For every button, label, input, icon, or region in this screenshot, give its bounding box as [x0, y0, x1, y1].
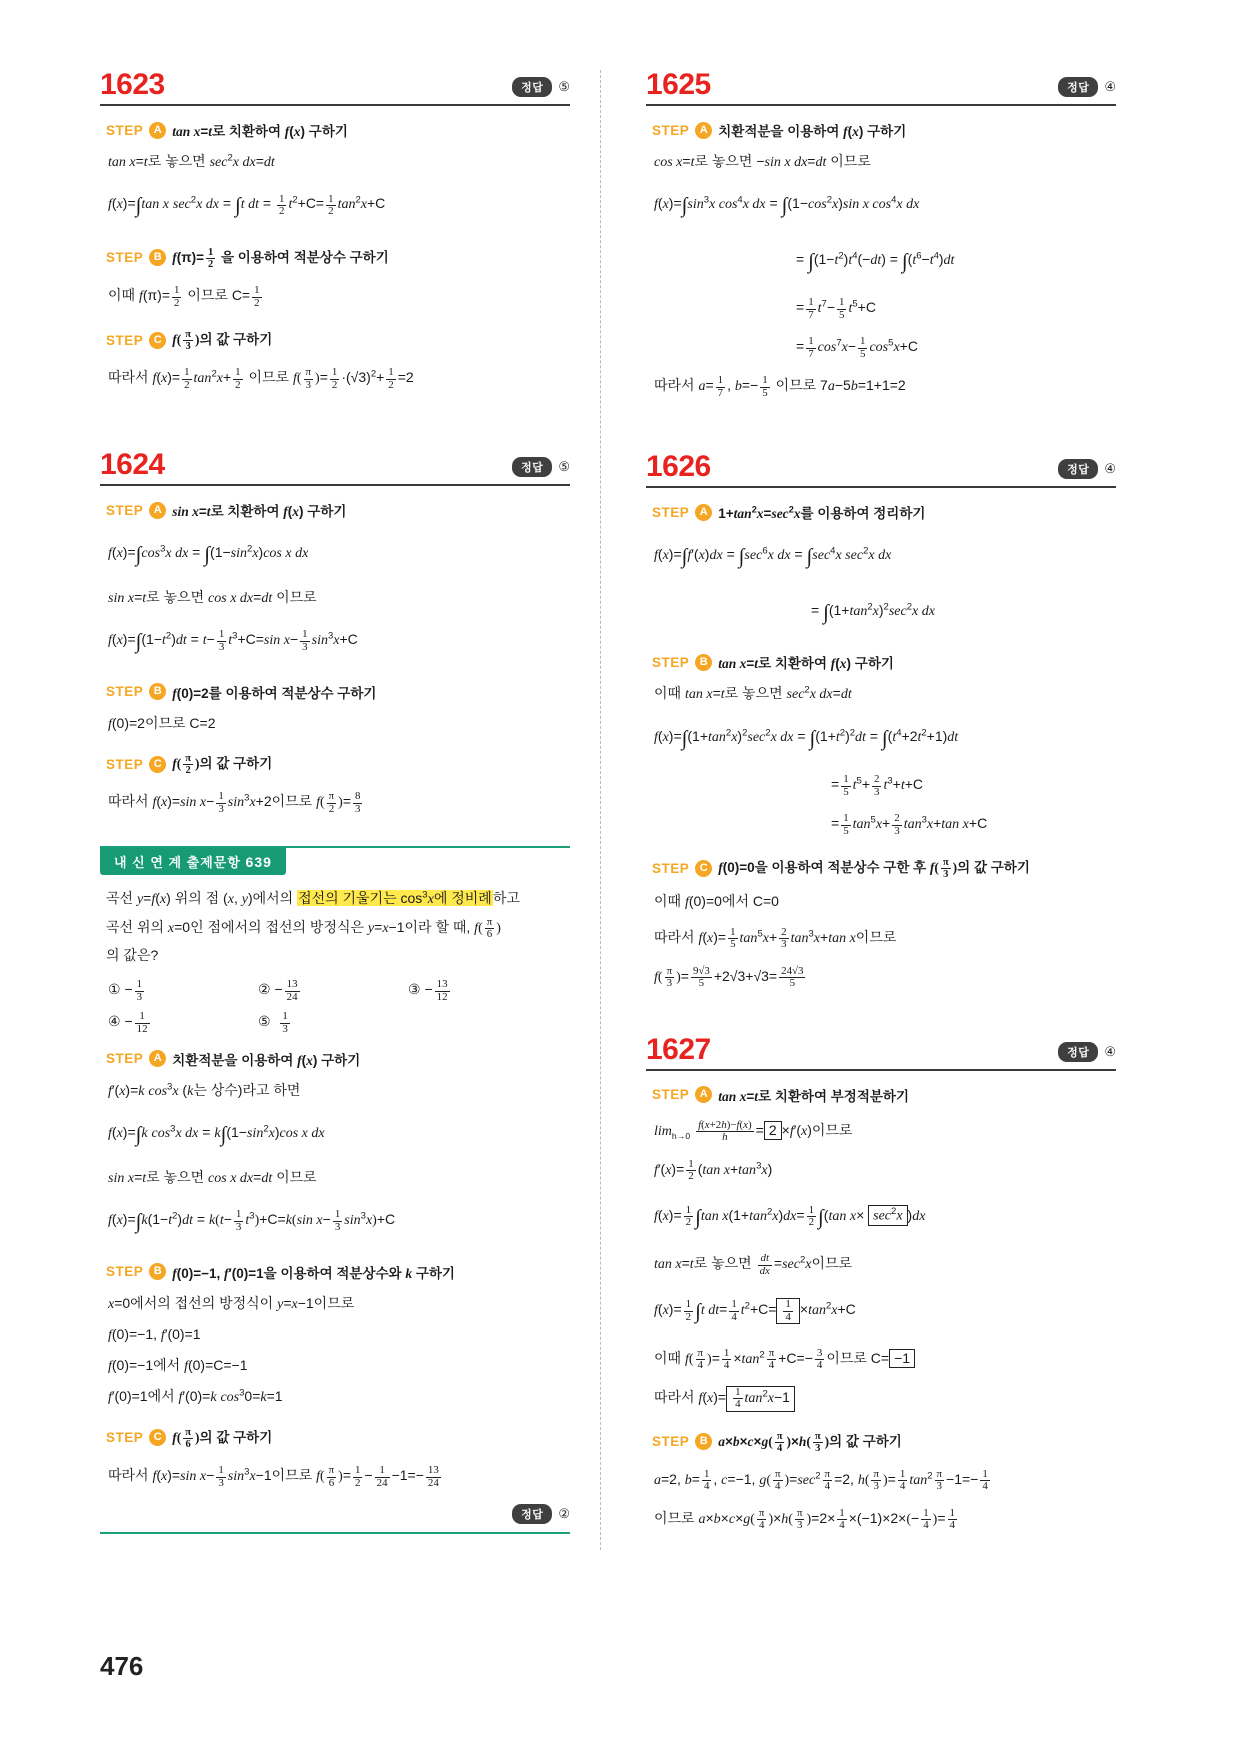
- solution-line: = $\frac{1}{7}$ $\cos^7x-$ $\frac{1}{5}$ $\cos^5x+C$: [796, 335, 918, 360]
- answer-group: [1058, 1042, 1116, 1065]
- step-circle: B: [149, 249, 166, 266]
- problem-1625: [646, 70, 1116, 404]
- problem-1623: [100, 70, 570, 396]
- answer-badge: 정답: [512, 1504, 552, 1524]
- solution-line: $f(x)=\int k(1-t^2)dt = k(t-$ $\frac{1}{3}$ $t^3)+C=k(\sin$ x− $\frac{1}{3}$ $\sin^3x)+C$: [108, 1208, 396, 1234]
- step-circle: B: [149, 683, 166, 700]
- step-circle: A: [149, 122, 166, 139]
- solution-line: $f(x)=\int(1-t^2)dt = t-$ $\frac{1}{3}$ $t^3+C=\sin$ x− $\frac{1}{3}$ $\sin^3x+C$: [108, 628, 358, 654]
- step-circle: B: [695, 1433, 712, 1450]
- problem-number: 1626: [646, 450, 711, 484]
- inner-answer-group: [100, 1504, 570, 1524]
- answer-value: ④: [1104, 79, 1116, 94]
- solution-line: 따라서 f(x)= $\frac{1}{5}$ $\tan^5x+$ $\frac{2}{3}$ $\tan^3x+\tan$ x이므로: [654, 925, 897, 951]
- problem-1624: [100, 450, 570, 820]
- problem-number: 1623: [100, 68, 165, 101]
- step-circle: B: [695, 654, 712, 671]
- step-circle: A: [149, 1050, 166, 1067]
- step-a: [106, 500, 570, 520]
- step-text: 치환적분을 이용하여 f(x) 구하기: [718, 124, 907, 139]
- solution-line: f′(x)=k $\cos^3x$ (k는 상수)라고 하면: [108, 1081, 301, 1099]
- step-circle: C: [149, 756, 166, 773]
- solution-line: f(0)=−1에서 f(0)=C=−1: [108, 1357, 248, 1375]
- choice-5[interactable]: ⑤ $\frac{1}{3}$: [258, 1010, 288, 1035]
- answer-group: [1058, 459, 1116, 482]
- page-number: 476: [100, 1651, 144, 1681]
- answer-badge: 정답: [1058, 1042, 1098, 1062]
- answer-value: ⑤: [558, 459, 570, 475]
- step-text: f(0)=2를 이용하여 적분상수 구하기: [172, 685, 377, 701]
- question-line-3: 의 값은?: [106, 946, 159, 963]
- step-b: [652, 652, 1116, 672]
- solution-line: $\lim_{h\to 0}$ $\frac{f(x+2h)-f(x)}{h}$ = 2 ×f′(x)이므로: [654, 1118, 853, 1144]
- step-circle: A: [695, 122, 712, 139]
- step-label: STEP: [106, 502, 144, 518]
- solution-line: = $\int(1-t^2)t^4(-dt) = \int(t^6-t^4)dt$: [796, 248, 955, 273]
- answer-value: ④: [1104, 1043, 1116, 1059]
- problem-header: [100, 70, 570, 106]
- step-label: STEP: [652, 860, 690, 876]
- answer-group: [1058, 77, 1116, 100]
- choice-2[interactable]: ② − $\frac{13}{24}$: [258, 978, 298, 1003]
- step-c: [652, 856, 1116, 880]
- solution-line: 이므로 a×b×c×g( $\frac{\pi}{4}$ )×h( $\frac{\pi}{3}$ )=2× $\frac{1}{4}$ ×(−1)×2×(− $\frac{1}{4}$ )= $\frac{1}{4}$: [654, 1506, 955, 1532]
- question-line-2: 곡선 위의 x=0인 점에서의 접선의 방정식은 y=x−1이라 할 때, f( $\frac{\pi}{6}$ ): [106, 915, 501, 941]
- solution-line: = $\frac{1}{5}$ $t^5+$ $\frac{2}{3}$ $t^3+t+C$: [831, 773, 924, 798]
- solution-line: = $\frac{1}{5}$ $\tan^5x+$ $\frac{2}{3}$ $\tan^3x+\tan$ x+C: [831, 812, 988, 837]
- problem-number: 1625: [646, 68, 711, 101]
- inner-step-a: [106, 1049, 570, 1069]
- step-label: STEP: [106, 122, 144, 138]
- step-text: tan x=t로 치환하여 f(x) 구하기: [718, 656, 894, 672]
- inner-tag-number: 639: [245, 854, 272, 871]
- problem-1627: [646, 1032, 1116, 1537]
- solution-line: 이때 f( $\frac{\pi}{4}$ )= $\frac{1}{4}$ $\times\tan^2$ $\frac{\pi}{4}$ +C=− $\frac{3}{4}$ 이므로 C= −1: [654, 1341, 1116, 1377]
- problem-number: 1624: [100, 448, 165, 482]
- solution-line: f(x)=∫k $\cos^3x$ dx = $k\int(1-\sin^2x)\cos$ x dx: [108, 1122, 325, 1147]
- step-label: STEP: [106, 684, 144, 700]
- solution-line: sin x=t로 놓으면 cos x dx=dt 이므로: [108, 1168, 317, 1186]
- right-column: [600, 70, 1116, 1550]
- solution-line: x=0에서의 접선의 방정식이 y=x−1이므로: [108, 1294, 355, 1312]
- step-circle: C: [695, 860, 712, 877]
- choice-3[interactable]: ③ − $\frac{13}{12}$: [408, 978, 448, 1003]
- step-label: STEP: [106, 1264, 144, 1280]
- choice-row: [108, 979, 570, 1003]
- step-text: tan x=t로 치환하여 부정적분하기: [718, 1088, 910, 1104]
- solution-line: 따라서 f(x)=sin x− $\frac{1}{3}$ $\sin^3x-1$이므로 f( $\frac{\pi}{6}$ )= $\frac{1}{2}$ − $\frac{1}{24}$ −1=− $\frac{13}{24}$: [108, 1464, 439, 1489]
- step-a: [652, 1085, 1116, 1105]
- problem-number: 1627: [646, 1032, 711, 1066]
- step-text: f(0)=0을 이용하여 적분상수 구한 후 f( $\frac{\pi}{3}$ )의 값 구하기: [718, 857, 1030, 881]
- step-text: 치환적분을 이용하여 f(x) 구하기: [172, 1052, 361, 1068]
- step-label: STEP: [652, 1434, 690, 1450]
- inner-problem-tag: [100, 848, 286, 875]
- solution-line: f(x)= $\frac{1}{2}$ ∫t dt= $\frac{1}{4}$ $t^2+C=$ $\frac{1}{4}$ $\times\tan^2x+C$: [654, 1298, 856, 1324]
- solution-line: $f(x)=\int\cos^3x$ dx = $\int(1-\sin^2x)\cos$ x dx: [108, 542, 309, 567]
- step-circle: A: [695, 504, 712, 521]
- problem-header: [646, 452, 1116, 488]
- step-text: a×b×c×g( $\frac{\pi}{4}$ )×h( $\frac{\pi}{3}$ )의 값 구하기: [718, 1430, 902, 1454]
- problem-header: [646, 1032, 1116, 1071]
- step-b: [652, 1430, 1116, 1454]
- solution-line: 따라서 a= $\frac{1}{7}$ , b=− $\frac{1}{5}$ 이므로 7a−5b=1+1=2: [654, 374, 906, 399]
- choice-row: [108, 1011, 570, 1035]
- step-circle: C: [149, 332, 166, 349]
- step-label: STEP: [652, 654, 690, 670]
- step-text: $1+\tan^2x=\sec^2x$를 이용하여 정리하기: [718, 504, 926, 522]
- step-a: [652, 502, 1116, 522]
- solution-line: $f(x)=\int f'(x)dx = \int\sec^6x$ dx = $\int\sec^4x$ $\sec^2x$ dx: [654, 544, 892, 569]
- choice-1[interactable]: ① − $\frac{1}{3}$: [108, 978, 143, 1003]
- answer-value: ②: [558, 1506, 570, 1522]
- step-circle: A: [695, 1086, 712, 1103]
- solution-line: f(x)=∫tan x $\sec^2x$ dx = ∫t dt = $\frac{1}{2}$ $t^2+C=$ $\frac{1}{2}$ $\tan^2x+C$: [108, 192, 386, 218]
- step-text: sin x=t로 치환하여 f(x) 구하기: [172, 504, 347, 520]
- step-c: [106, 328, 570, 352]
- step-label: STEP: [652, 1087, 690, 1103]
- solution-line: f′(0)=1에서 f′(0)=k $\cos^30=k=1$: [108, 1387, 283, 1406]
- answer-badge: 정답: [1058, 459, 1098, 479]
- step-text: f( $\frac{\pi}{2}$ )의 값 구하기: [172, 753, 273, 777]
- step-text: f( $\frac{\pi}{6}$ )의 값 구하기: [172, 1426, 273, 1451]
- solution-line: 따라서 f(x)= $\frac{1}{4}$ $\tan^2x-1$: [654, 1380, 1116, 1416]
- solution-line: f(x)= $\frac{1}{2}$ ∫tan $x(1+\tan^2x)dx=$ $\frac{1}{2}$ ∫(tan $x\times \sec^2x$ )dx: [654, 1203, 926, 1229]
- problem-header: [100, 450, 570, 486]
- step-b: [106, 246, 570, 270]
- solution-line: 따라서 f(x)=sin x− $\frac{1}{3}$ $\sin^3x+2$이므로 f( $\frac{\pi}{2}$ )= $\frac{8}{3}$: [108, 790, 361, 815]
- step-b: [106, 682, 570, 702]
- step-text: f(π)= $\frac{1}{2}$ 을 이용하여 적분상수 구하기: [172, 247, 389, 271]
- choice-4[interactable]: ④ − $\frac{1}{12}$: [108, 1010, 148, 1035]
- solution-line: = $\int(1+\tan^2x)^2\sec^2x$ dx: [811, 599, 935, 624]
- solution-line: = $\frac{1}{7}$ $t^7-$ $\frac{1}{5}$ $t^5+C$: [796, 296, 876, 321]
- answer-value: ④: [1104, 461, 1116, 477]
- inner-step-b: [106, 1262, 570, 1282]
- solution-line: f(0)=2이므로 C=2: [108, 714, 216, 732]
- inner-problem-639: [100, 846, 570, 1534]
- inner-step-c: [106, 1426, 570, 1450]
- solution-line: 이때 f(π)= $\frac{1}{2}$ 이므로 C= $\frac{1}{2}$: [108, 284, 260, 309]
- step-a: [652, 120, 1116, 140]
- problem-1626: [646, 452, 1116, 994]
- step-c: [106, 752, 570, 776]
- answer-badge: 정답: [1058, 77, 1098, 97]
- step-label: STEP: [652, 122, 690, 138]
- solution-line: $f(x)=\int(1+\tan^2x)^2\sec^2x$ dx = $\int(1+t^2)^2dt = \int(t^4+2t^2+1)dt$: [654, 725, 959, 750]
- answer-group: [512, 77, 570, 100]
- solution-line: f( $\frac{\pi}{3}$ )= $\frac{9√3}{5}$ +2√3+√3= $\frac{24√3}{5}$: [654, 964, 804, 990]
- step-label: STEP: [106, 756, 144, 772]
- solution-line: tan x=t로 놓으면 $\frac{dt}{dx}$ $=\sec^2x$이므로: [654, 1252, 853, 1277]
- step-label: STEP: [652, 504, 690, 520]
- step-a: [106, 120, 570, 140]
- section-divider: [100, 1532, 570, 1534]
- answer-group: [512, 457, 570, 480]
- solution-line: a=2, b= $\frac{1}{4}$ , c=−1, g( $\frac{\pi}{4}$ )$=\sec^2$ $\frac{\pi}{4}$ =2, h( $\frac{\pi}{3}$ )= $\frac{1}{4}$ $\tan^2$ $\frac{\pi}{3}$ −1=− $\frac{1}{4}$: [654, 1467, 988, 1493]
- step-label: STEP: [106, 1430, 144, 1446]
- solution-line: sin x=t로 놓으면 cos x dx=dt 이므로: [108, 588, 317, 606]
- step-circle: B: [149, 1263, 166, 1280]
- step-circle: C: [149, 1429, 166, 1446]
- step-label: STEP: [106, 250, 144, 266]
- inner-tag-label: 내 신 연 계 출제문항: [114, 855, 241, 871]
- left-column: [100, 70, 600, 1550]
- step-label: STEP: [106, 1051, 144, 1067]
- step-label: STEP: [106, 332, 144, 348]
- solution-line: $f(x)=\int\sin^3x$ $\cos^4x$ dx = $\int(1-\cos^2x)\sin$ x $\cos^4x$ dx: [654, 193, 920, 218]
- solution-line: f′(x)= $\frac{1}{2}$ (tan $x+\tan^3x$): [654, 1157, 773, 1183]
- two-column-layout: [100, 70, 1150, 1550]
- step-text: tan x=t로 치환하여 f(x) 구하기: [172, 124, 348, 139]
- solution-line: cos x=t로 놓으면 −sin x dx=dt 이므로: [654, 153, 871, 170]
- solution-line: f(0)=−1, f′(0)=1: [108, 1325, 201, 1343]
- solution-line: 이때 f(0)=0에서 C=0: [654, 893, 779, 911]
- question-line-1: 곡선 y=f(x) 위의 점 (x, y)에서의 접선의 기울기는 $\cos^3x$에 정비례하고: [106, 889, 520, 908]
- step-text: f( $\frac{\pi}{3}$ )의 값 구하기: [172, 329, 273, 353]
- solution-line: 이때 tan x=t로 놓으면 $\sec^2x$ dx=dt: [654, 684, 852, 703]
- step-text: f(0)=−1, f′(0)=1을 이용하여 적분상수와 k 구하기: [172, 1265, 455, 1281]
- solution-line: tan x=t로 놓으면 $\sec^2x$ dx=dt: [108, 152, 275, 170]
- answer-value: ⑤: [558, 79, 570, 94]
- choice-list: [108, 979, 570, 1035]
- problem-header: [646, 70, 1116, 106]
- solution-line: 따라서 f(x)= $\frac{1}{2}$ $\tan^2x+$ $\frac{1}{2}$ 이므로 f( $\frac{\pi}{3}$ )= $\frac{1}{2}$ $\cdot(√3)^2+$ $\frac{1}{2}$ =2: [108, 366, 414, 391]
- question-body: [106, 885, 570, 969]
- step-circle: A: [149, 502, 166, 519]
- answer-badge: 정답: [512, 457, 552, 477]
- answer-badge: 정답: [512, 77, 552, 97]
